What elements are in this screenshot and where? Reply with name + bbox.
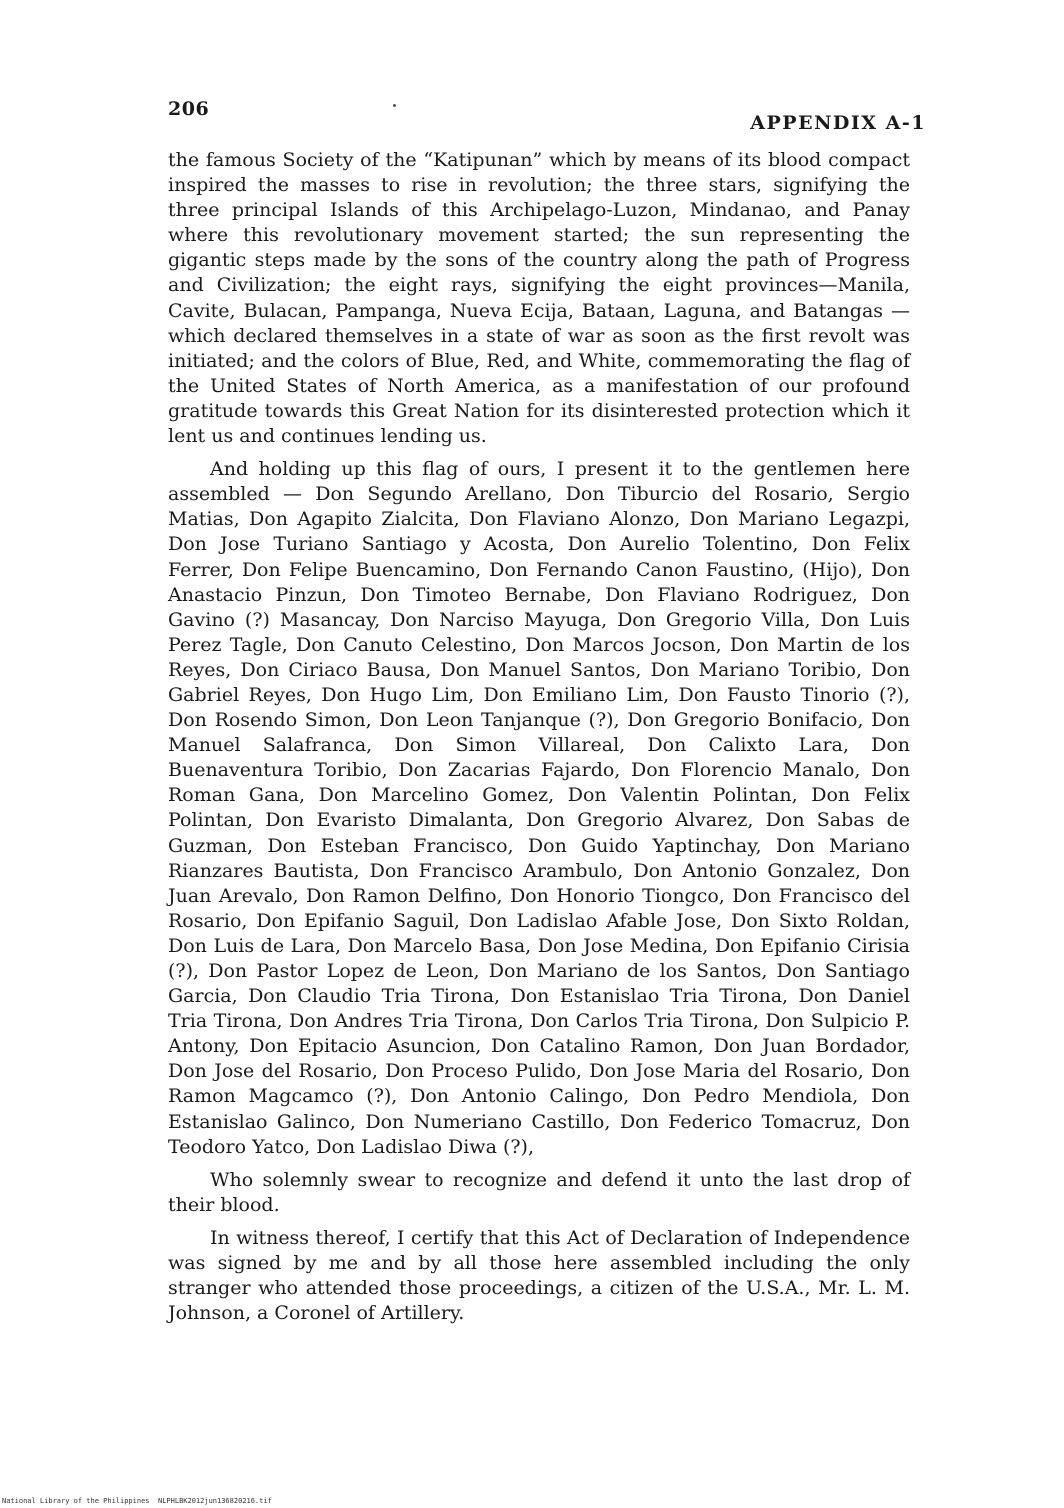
body-text: [168, 148, 910, 1334]
paragraph-signatories: And holding up this flag of ours, I present it to the gentlemen here assembled — Don Segundo Arellano, Don Tiburcio del Rosario, Sergio Matias, Don Agapito Zialcita, Don Flaviano Alonzo, Don Mariano Legazpi, Don Jose Turiano Santiago y Acosta, Don Aurelio Tolentino, Don Felix Ferrer, Don Felipe Buencamino, Don Fernando Canon Faustino, (Hijo), Don Anastacio Pinzun, Don Timoteo Bernabe, Don Flaviano Rodriguez, Don Gavino (?) Masancay, Don Narciso Mayuga, Don Gregorio Villa, Don Luis Perez Tagle, Don Canuto Celestino, Don Marcos Jocson, Don Martin de los Reyes, Don Ciriaco Bausa, Don Manuel Santos, Don Mariano Toribio, Don Gabriel Reyes, Don Hugo Lim, Don Emiliano Lim, Don Fausto Tinorio (?), Don Rosendo Simon, Don Leon Tanjanque (?), Don Gregorio Bonifacio, Don Manuel Salafranca, Don Simon Villareal, Don Calixto Lara, Don Buenaventura Toribio, Don Zacarias Fajardo, Don Florencio Manalo, Don Roman Gana, Don Marcelino Gomez, Don Valentin Polintan, Don Felix Polintan, Don Evaristo Dimalanta, Don Gregorio Alvarez, Don Sabas de Guzman, Don Esteban Francisco, Don Guido Yaptinchay, Don Mariano Rianzares Bautista, Don Francisco Arambulo, Don Antonio Gonzalez, Don Juan Arevalo, Don Ramon Delfino, Don Honorio Tiongco, Don Francisco del Rosario, Don Epifanio Saguil, Don Ladislao Afable Jose, Don Sixto Roldan, Don Luis de Lara, Don Marcelo Basa, Don Jose Medina, Don Epifanio Cirisia (?), Don Pastor Lopez de Leon, Don Mariano de los Santos, Don Santiago Garcia, Don Claudio Tria Tirona, Don Estanislao Tria Tirona, Don Daniel Tria Tirona, Don Andres Tria Tirona, Don Carlos Tria Tirona, Don Sulpicio P. Antony, Don Epitacio Asuncion, Don Catalino Ramon, Don Juan Bordador, Don Jose del Rosario, Don Proceso Pulido, Don Jose Maria del Rosario, Don Ramon Magcamco (?), Don Antonio Calingo, Don Pedro Mendiola, Don Estanislao Galinco, Don Numeriano Castillo, Don Federico Tomacruz, Don Teodoro Yatco, Don Ladislao Diwa (?),: [168, 458, 910, 1158]
paragraph-continuation: the famous Society of the “Katipunan” which by means of its blood compact inspired the masses to rise in revolution; the three stars, signifying the three principal Islands of this Archipelago-Luzon, Mindanao, and Panay where this revolutionary movement started; the sun representing the gigantic steps made by the sons of the country along the path of Progress and Civilization; the eight rays, signifying the eight provinces—Manila, Cavite, Bulacan, Pampanga, Nueva Ecija, Bataan, Laguna, and Batangas — which declared themselves in a state of war as soon as the first revolt was initiated; and the colors of Blue, Red, and White, commemorating the flag of the United States of North America, as a manifestation of our profound gratitude towards this Great Nation for its disinterested protection which it lent us and continues lending us.: [168, 149, 910, 448]
paragraph-witness: In witness thereof, I certify that this Act of Declaration of Independence was signed by me and by all those here assembled including the only stranger who attended those proceedings, a citizen of the U.S.A., Mr. L. M. Johnson, a Coronel of Artillery.: [168, 1226, 910, 1325]
scan-id: NLPHLBK2012jun136820216.tif: [158, 1497, 272, 1505]
running-head: APPENDIX A-1: [750, 112, 926, 134]
page-number: 206: [168, 98, 210, 120]
paragraph-oath: Who solemnly swear to recognize and defend it unto the last drop of their blood.: [168, 1168, 910, 1216]
scan-speck: [393, 104, 396, 107]
library-credit: National Library of the Philippines: [2, 1497, 150, 1505]
